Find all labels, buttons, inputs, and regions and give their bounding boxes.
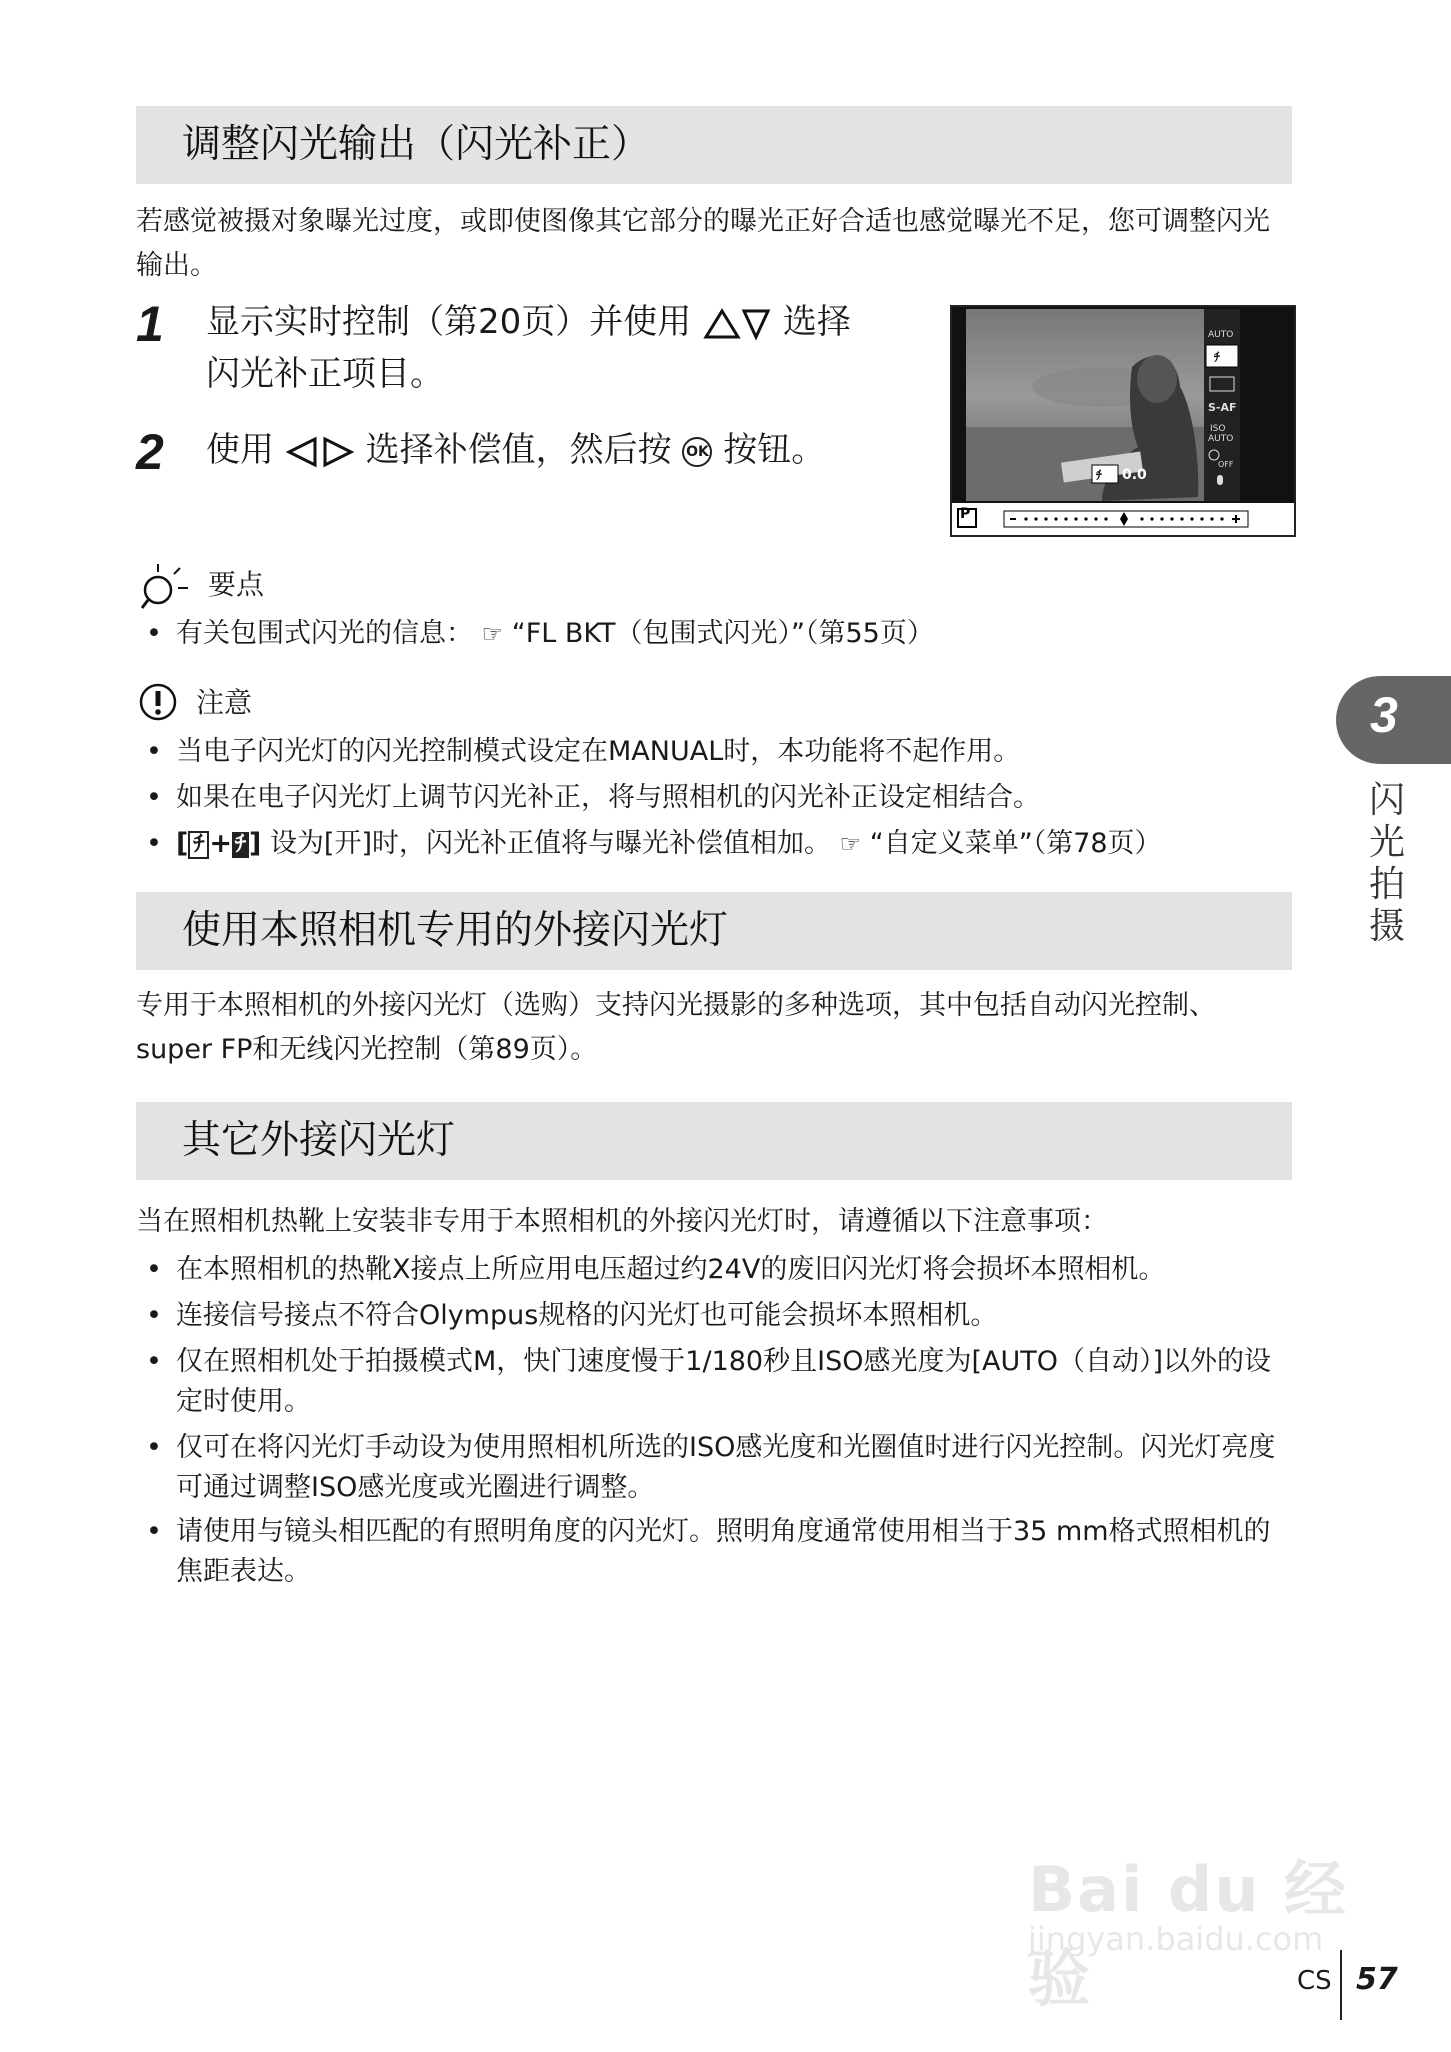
svg-text:ﾁ: ﾁ <box>1096 468 1103 482</box>
chapter-label: 闪光拍摄 <box>1368 780 1405 947</box>
section-body: 专用于本照相机的外接闪光灯（选购）支持闪光摄影的多种选项，其中包括自动闪光控制、super FP和无线闪光控制（第89页）。 <box>136 990 1216 1065</box>
step-number: 2 <box>136 424 164 480</box>
step-2-text: 使用 选择补偿值，然后按 OK 按钮。 <box>206 430 826 470</box>
footer-divider <box>1340 1950 1342 2020</box>
section-title: 使用本照相机专用的外接闪光灯 <box>182 908 729 953</box>
focus-mode-label: S-AF <box>1208 401 1237 414</box>
flash-compensation-value: 0.0 <box>1122 467 1147 483</box>
tips-heading: 要点 <box>208 568 265 601</box>
step-number: 1 <box>136 296 164 352</box>
svg-text:ﾁ: ﾁ <box>1214 350 1221 364</box>
chapter-tab <box>1336 676 1451 764</box>
chapter-number: 3 <box>1370 687 1398 743</box>
step-1-text: 显示实时控制（第20页）并使用 选择 闪光补正项目。 <box>206 302 851 394</box>
section-heading-flash-compensation <box>136 106 1292 184</box>
svg-text:AUTO: AUTO <box>1208 434 1234 444</box>
flash-comp-icon: ﾁ <box>188 831 209 859</box>
caution-heading: 注意 <box>196 686 253 719</box>
up-down-arrows-icon <box>702 307 772 341</box>
ok-button-icon: OK <box>682 437 712 467</box>
exposure-comp-icon: ﾁ <box>232 832 249 858</box>
section-heading-dedicated-flash <box>136 892 1292 970</box>
watermark-url: jingyan.baidu.com <box>1028 1920 1324 1958</box>
section-intro: 若感觉被摄对象曝光过度，或即使图像其它部分的曝光正好合适也感觉曝光不足，您可调整闪光输出。 <box>136 206 1270 281</box>
tips-lightbulb-icon <box>138 560 194 610</box>
section-intro: 当在照相机热靴上安装非专用于本照相机的外接闪光灯时，请遵循以下注意事项： <box>136 1206 1108 1237</box>
caution-icon <box>138 682 178 722</box>
svg-text:ISO: ISO <box>1210 424 1226 434</box>
live-view-photo <box>952 307 1294 535</box>
svg-text:OFF: OFF <box>1218 460 1234 469</box>
flash-auto-label: AUTO <box>1208 330 1234 340</box>
left-right-arrows-icon <box>285 435 355 469</box>
shooting-mode-label: P <box>960 506 971 522</box>
watermark-brand: Bai du 经验 <box>1028 1853 1349 2015</box>
section-title: 调整闪光输出（闪光补正） <box>182 122 651 167</box>
reference-hand-icon: ☞ <box>839 830 862 858</box>
section-heading-other-flash <box>136 1102 1292 1180</box>
page-number: 57 <box>1356 1962 1398 1997</box>
section-title: 其它外接闪光灯 <box>182 1118 456 1163</box>
reference-hand-icon: ☞ <box>481 620 504 648</box>
camera-live-control-screen <box>950 305 1296 537</box>
footer-language: CS <box>1297 1966 1332 1996</box>
